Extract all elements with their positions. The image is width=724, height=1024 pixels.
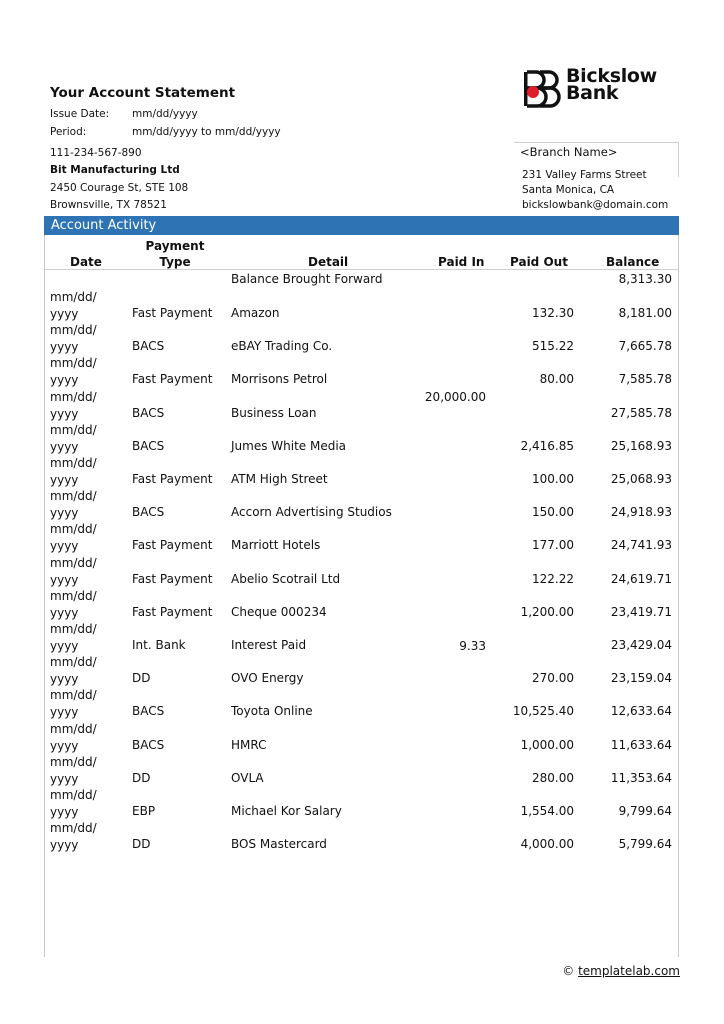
row-paid-out: 80.00	[539, 372, 574, 387]
row-balance: 5,799.64	[618, 837, 672, 852]
row-date: mm/dd/yyyy	[50, 555, 97, 587]
row-date: mm/dd/yyyy	[50, 323, 97, 355]
col-header-paid-out: Paid Out	[510, 255, 568, 269]
row-payment-type: Fast Payment	[132, 571, 213, 586]
row-detail: Marriott Hotels	[231, 538, 321, 553]
account-activity-header	[44, 216, 679, 235]
row-paid-out: 280.00	[532, 770, 574, 785]
row-detail: BOS Mastercard	[231, 837, 327, 852]
row-detail: Jumes White Media	[231, 438, 347, 453]
row-payment-type: Fast Payment	[132, 472, 213, 486]
footer-credit	[562, 964, 680, 978]
row-payment-type: DD	[132, 770, 151, 785]
row-detail: HMRC	[231, 737, 267, 752]
row-balance: 8,181.00	[618, 306, 672, 320]
row-payment-type: BACS	[132, 339, 165, 354]
row-detail: Amazon	[231, 306, 280, 320]
row-balance: 27,585.78	[610, 405, 672, 420]
copyright-symbol: ©	[562, 964, 575, 978]
customer-city: Brownsville, TX 78521	[50, 199, 167, 211]
row-paid-out: 1,200.00	[520, 604, 574, 619]
row-date: mm/dd/yyyy	[50, 754, 97, 786]
col-header-payment-type: Payment Type	[145, 239, 205, 269]
customer-street: 2450 Courage St, STE 108	[50, 182, 189, 194]
row-balance: 25,168.93	[610, 438, 672, 453]
branch-name: <Branch Name>	[520, 145, 618, 159]
row-balance: 24,918.93	[610, 505, 672, 520]
row-paid-out: 1,554.00	[520, 804, 574, 818]
row-paid-out: 515.22	[532, 339, 574, 354]
row-paid-out: 177.00	[532, 538, 574, 553]
row-date: mm/dd/yyyy	[50, 788, 97, 819]
row-detail: Toyota Online	[231, 704, 313, 719]
row-payment-type: BACS	[132, 505, 165, 520]
row-balance: 7,585.78	[618, 372, 672, 387]
row-payment-type: BACS	[132, 438, 165, 453]
branch-email: bickslowbank@domain.com	[522, 199, 669, 211]
row-payment-type: Fast Payment	[132, 306, 213, 320]
col-header-paid-in: Paid In	[438, 255, 485, 269]
row-detail: ATM High Street	[231, 472, 328, 486]
period-value: mm/dd/yyyy to mm/dd/yyyy	[132, 126, 281, 138]
account-number: 111-234-567-890	[50, 147, 142, 159]
row-paid-out: 270.00	[532, 671, 574, 686]
row-date: mm/dd/yyyy	[50, 622, 97, 653]
row-paid-out: 100.00	[532, 472, 574, 486]
period-label: Period:	[50, 126, 87, 138]
row-payment-type: Fast Payment	[132, 604, 213, 619]
col-header-detail: Detail	[308, 255, 349, 269]
row-date: mm/dd/yyyy	[50, 655, 97, 687]
row-date: mm/dd/yyyy	[50, 456, 97, 487]
col-header-balance: Balance	[606, 255, 660, 269]
row-payment-type: EBP	[132, 804, 156, 818]
row-detail: Cheque 000234	[231, 604, 327, 619]
row-paid-out: 132.30	[532, 306, 574, 320]
row-payment-type: DD	[132, 837, 151, 852]
row-payment-type: Fast Payment	[132, 372, 213, 387]
row-balance: 11,353.64	[610, 770, 672, 785]
row-balance: 24,741.93	[610, 538, 672, 553]
row-paid-out: 122.22	[532, 571, 574, 586]
row-paid-out: 1,000.00	[520, 737, 574, 752]
table-frame-left	[44, 235, 45, 957]
row-date: mm/dd/yyyy	[50, 489, 97, 521]
statement-title: Your Account Statement	[50, 85, 236, 101]
row-detail: Abelio Scotrail Ltd	[231, 571, 341, 586]
row-paid-out: 10,525.40	[512, 704, 574, 719]
row-payment-type: BACS	[132, 704, 165, 719]
row-detail: OVLA	[231, 770, 264, 785]
row-date: mm/dd/yyyy	[50, 721, 97, 753]
row-detail: eBAY Trading Co.	[231, 339, 333, 354]
row-paid-out: 150.00	[532, 505, 574, 520]
bank-logo-text: Bickslow Bank	[566, 65, 657, 104]
row-balance: 24,619.71	[610, 571, 672, 586]
row-balance: 9,799.64	[618, 804, 672, 818]
brought-forward-detail: Balance Brought Forward	[231, 272, 383, 286]
row-paid-in: 9.33	[459, 639, 486, 653]
row-payment-type: Fast Payment	[132, 538, 213, 553]
row-date: mm/dd/yyyy	[50, 688, 97, 720]
branch-city: Santa Monica, CA	[522, 184, 615, 196]
row-balance: 23,159.04	[610, 671, 672, 686]
row-date: mm/dd/yyyy	[50, 588, 97, 620]
brought-forward-balance: 8,313.30	[618, 272, 672, 286]
row-date: mm/dd/yyyy	[50, 290, 97, 321]
row-detail: Michael Kor Salary	[231, 804, 342, 818]
customer-name: Bit Manufacturing Ltd	[50, 164, 180, 176]
row-paid-out: 2,416.85	[520, 438, 574, 453]
row-detail: OVO Energy	[231, 671, 304, 686]
row-date: mm/dd/yyyy	[50, 389, 97, 421]
row-balance: 25,068.93	[610, 472, 672, 486]
row-payment-type: BACS	[132, 405, 165, 420]
row-date: mm/dd/yyyy	[50, 356, 97, 388]
row-detail: Interest Paid	[231, 638, 307, 652]
row-payment-type: Int. Bank	[132, 638, 186, 652]
col-header-date: Date	[70, 255, 102, 269]
row-balance: 23,419.71	[610, 604, 672, 619]
branch-street: 231 Valley Farms Street	[522, 169, 647, 181]
row-detail: Accorn Advertising Studios	[231, 505, 392, 520]
row-payment-type: BACS	[132, 737, 165, 752]
templatelab-link[interactable]: templatelab.com	[578, 964, 680, 978]
table-frame-right	[678, 235, 679, 957]
row-balance: 12,633.64	[610, 704, 672, 719]
row-date: mm/dd/yyyy	[50, 522, 97, 554]
row-detail: Morrisons Petrol	[231, 372, 328, 387]
row-payment-type: DD	[132, 671, 151, 686]
row-balance: 23,429.04	[610, 638, 672, 652]
row-date: mm/dd/yyyy	[50, 821, 97, 853]
row-paid-out: 4,000.00	[520, 837, 574, 852]
issue-date-value: mm/dd/yyyy	[132, 108, 198, 120]
account-activity-title: Account Activity	[51, 218, 157, 233]
row-balance: 11,633.64	[610, 737, 672, 752]
issue-date-label: Issue Date:	[50, 108, 110, 120]
row-balance: 7,665.78	[618, 339, 672, 354]
row-date: mm/dd/yyyy	[50, 422, 97, 454]
row-detail: Business Loan	[231, 405, 317, 420]
header-divider	[45, 269, 678, 270]
row-paid-in: 20,000.00	[424, 389, 486, 404]
